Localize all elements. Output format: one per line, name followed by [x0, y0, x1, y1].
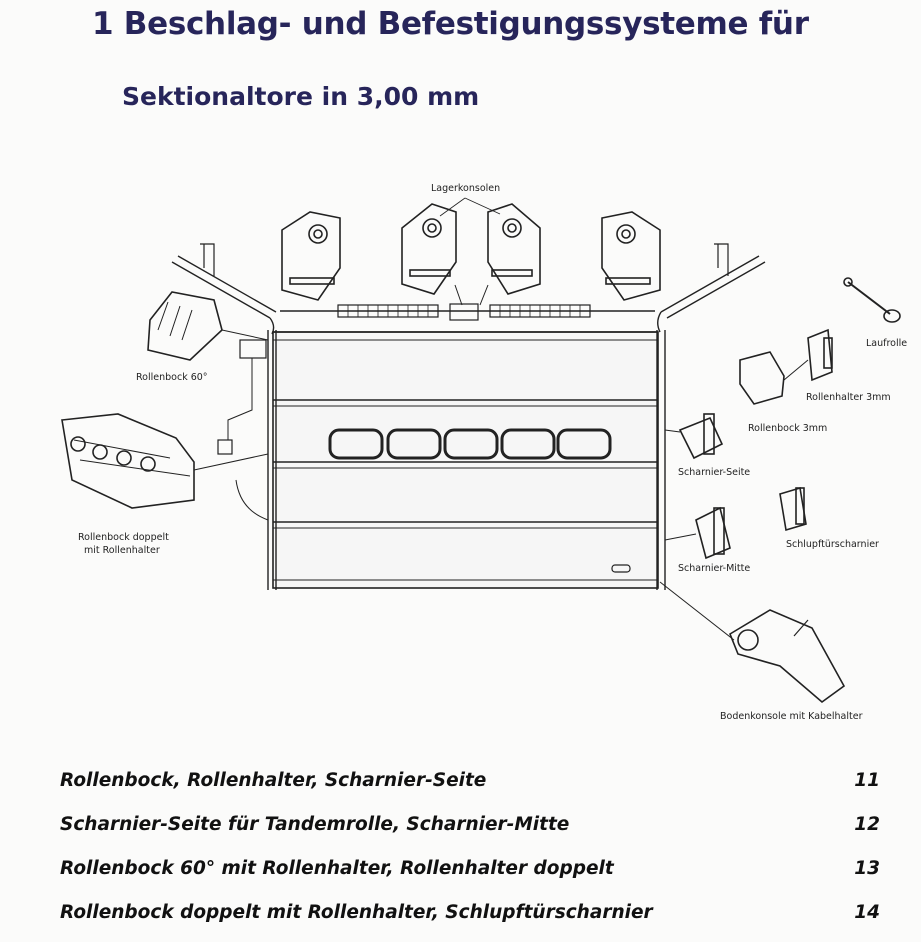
toc-entry-title: Rollenbock 60° mit Rollenhalter, Rollenhalter doppelt — [60, 858, 614, 879]
label-scharnier-seite: Scharnier-Seite — [678, 467, 751, 478]
lagerkonsole-1 — [282, 212, 340, 300]
scharnier-oben-part — [808, 330, 832, 380]
toc-entry-title: Rollenbock, Rollenhalter, Scharnier-Seite — [60, 770, 487, 791]
label-rollenbock-3mm: Rollenbock 3mm — [748, 423, 828, 434]
toc-entry-title: Scharnier-Seite für Tandemrolle, Scharnier-Mitte — [60, 814, 570, 835]
rollenhalter-3mm-part — [740, 352, 784, 404]
motor-unit — [240, 340, 266, 358]
door-panel — [273, 332, 658, 588]
label-rollenbock-60: Rollenbock 60° — [136, 372, 208, 383]
label-schlupftuerscharnier: Schlupftürscharnier — [786, 539, 879, 550]
page-title: 1 Beschlag- und Befestigungssysteme für — [92, 6, 809, 42]
label-scharnier-mitte: Scharnier-Mitte — [678, 563, 751, 574]
schlupftuerscharnier-part — [780, 488, 806, 530]
label-bodenkonsole: Bodenkonsole mit Kabelhalter — [720, 711, 863, 722]
laufrolle-part — [844, 278, 900, 322]
label-rollenhalter-3mm: Rollenhalter 3mm — [806, 392, 891, 403]
rollenbock-60-part — [148, 292, 222, 360]
toc-entry-1 — [60, 770, 880, 796]
toc-entry-2 — [60, 814, 880, 840]
toc-entry-page: 12 — [854, 814, 880, 835]
toc-entry-3 — [60, 858, 880, 884]
scharnier-mitte-part — [696, 508, 730, 558]
toc-entry-title: Rollenbock doppelt mit Rollenhalter, Schlupftürscharnier — [60, 902, 653, 923]
bodenkonsole-part — [730, 610, 844, 702]
rollenbock-doppelt-part — [62, 414, 194, 508]
toc-entry-4 — [60, 902, 880, 928]
toc-entry-page: 11 — [854, 770, 880, 791]
toc-entry-page: 13 — [854, 858, 880, 879]
label-rollenbock-doppelt-2: mit Rollenhalter — [84, 545, 160, 556]
lagerkonsole-2 — [402, 204, 456, 294]
toc-entry-page: 14 — [854, 902, 880, 923]
scharnier-seite-part — [680, 414, 722, 458]
lagerkonsole-4 — [602, 212, 660, 300]
label-lagerkonsolen: Lagerkonsolen — [431, 183, 501, 194]
label-rollenbock-doppelt-1: Rollenbock doppelt — [78, 532, 169, 543]
lagerkonsole-3 — [488, 204, 540, 294]
page-subtitle: Sektionaltore in 3,00 mm — [122, 82, 480, 111]
label-laufrolle: Laufrolle — [866, 338, 908, 349]
